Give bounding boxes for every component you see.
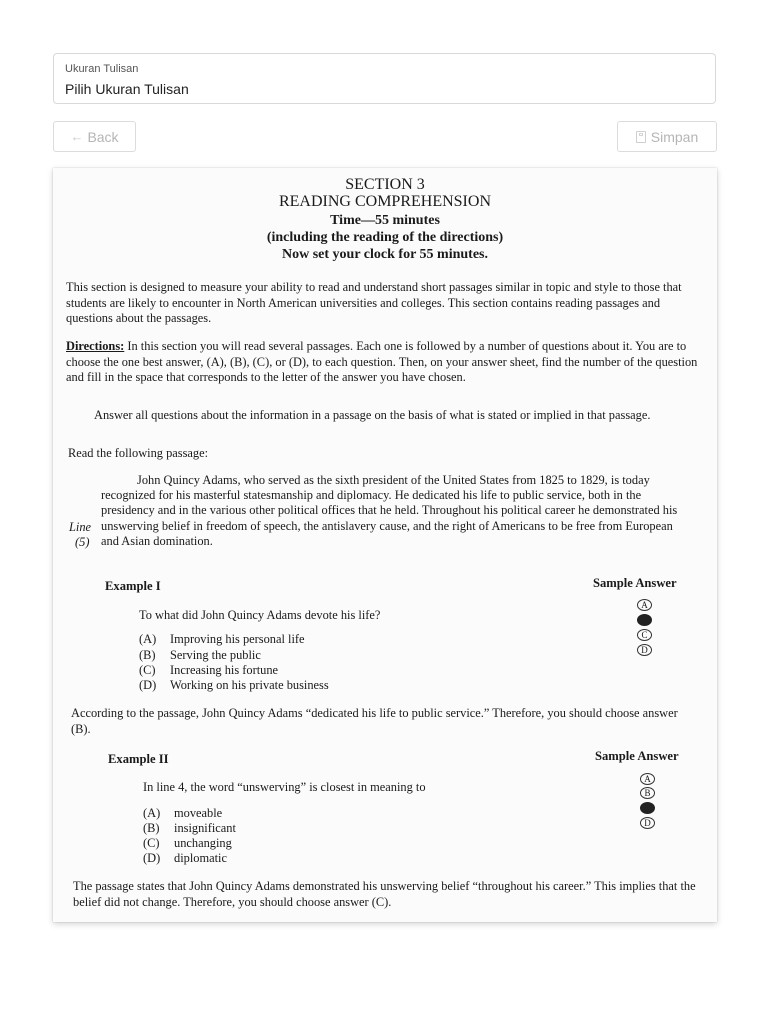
example-2-option-c: (C) unchanging bbox=[143, 836, 232, 850]
example-1-question: To what did John Quincy Adams devote his life? bbox=[139, 608, 381, 622]
example-1-sample-label: Sample Answer bbox=[593, 576, 677, 590]
example-1-option-c: (C) Increasing his fortune bbox=[139, 663, 279, 677]
example-2-option-b: (B) insignificant bbox=[143, 821, 236, 835]
font-size-value[interactable]: Pilih Ukuran Tulisan bbox=[65, 81, 189, 97]
save-icon bbox=[636, 131, 646, 143]
example-1-option-d: (D) Working on his private business bbox=[139, 678, 329, 692]
example-1-option-b: (B) Serving the public bbox=[139, 648, 261, 662]
answer-instruction: Answer all questions about the information in a passage on the basis of what is stated or implied in that passage. bbox=[94, 408, 651, 422]
font-size-label: Ukuran Tulisan bbox=[65, 63, 139, 75]
font-size-select[interactable] bbox=[53, 53, 716, 104]
document-page bbox=[53, 168, 717, 922]
back-button[interactable] bbox=[53, 121, 136, 152]
arrow-left-icon: ← bbox=[70, 129, 84, 144]
example-2-bubble-b: B bbox=[640, 787, 655, 799]
save-button[interactable] bbox=[617, 121, 717, 152]
directions-label: Directions: bbox=[66, 339, 125, 353]
read-instruction: Read the following passage: bbox=[68, 446, 209, 460]
example-1-bubble-d: D bbox=[637, 644, 652, 656]
example-1-bubble-b-filled bbox=[637, 614, 652, 626]
example-2-bubble-c-filled bbox=[640, 802, 655, 814]
example-1-option-a: (A) Improving his personal life bbox=[139, 632, 305, 646]
line-marker: Line bbox=[69, 520, 92, 534]
directions-paragraph bbox=[66, 339, 698, 386]
example-2-conclusion: The passage states that John Quincy Adams demonstrated his unswerving belief “throughout his career.” This implies that the belief did not change. Therefore, you should choose answer (C). bbox=[73, 879, 696, 909]
example-2-title: Example II bbox=[108, 752, 169, 766]
directions-text: In this section you will read several passages. Each one is followed by a number of questions about it. You are to choose the one best answer, (A), (B), (C), or (D), to each question. Then, on your answer sheet, find the number of the question and fill in the space that corresponds to the letter of the answer you have chosen. bbox=[66, 339, 698, 385]
example-2-bubble-a: A bbox=[640, 773, 655, 785]
example-1-title: Example I bbox=[105, 579, 161, 593]
section-heading: SECTION 3 bbox=[345, 176, 425, 193]
example-2-option-d: (D) diplomatic bbox=[143, 851, 227, 865]
back-button-label: Back bbox=[87, 128, 119, 145]
example-2-question: In line 4, the word “unswerving” is closest in meaning to bbox=[143, 780, 426, 794]
example-1-conclusion: According to the passage, John Quincy Adams “dedicated his life to public service.” Therefore, you should choose answer (B). bbox=[71, 706, 678, 736]
save-button-label: Simpan bbox=[650, 128, 699, 145]
example-2-option-a: (A) moveable bbox=[143, 806, 223, 820]
time-limit: Time—55 minutes bbox=[330, 213, 440, 228]
example-2-bubble-d: D bbox=[640, 817, 655, 829]
time-note: (including the reading of the directions) bbox=[266, 230, 504, 245]
example-1-bubble-c: C bbox=[637, 629, 652, 641]
reading-passage: John Quincy Adams, who served as the sixth president of the United States from 1825 to 1829, is today recognized for his masterful statesmanship and diplomacy. He dedicated his life to public service, both in the presidency and in the various other political offices that he held. Throughout his political career he demonstrated his unswerving belief in freedom of speech, the antislavery cause, and the right of Americans to be free from European and Asian domination. bbox=[101, 473, 678, 548]
clock-instruction: Now set your clock for 55 minutes. bbox=[282, 247, 488, 262]
section-title: READING COMPREHENSION bbox=[278, 193, 491, 210]
example-1-bubble-a: A bbox=[637, 599, 652, 611]
line-number: (5) bbox=[75, 535, 90, 549]
intro-paragraph: This section is designed to measure your ability to read and understand short passages similar in topic and style to those that students are likely to encounter in North American universities and colleges. This section contains reading passages and questions about the passages. bbox=[66, 280, 682, 326]
example-2-sample-label: Sample Answer bbox=[595, 749, 679, 763]
